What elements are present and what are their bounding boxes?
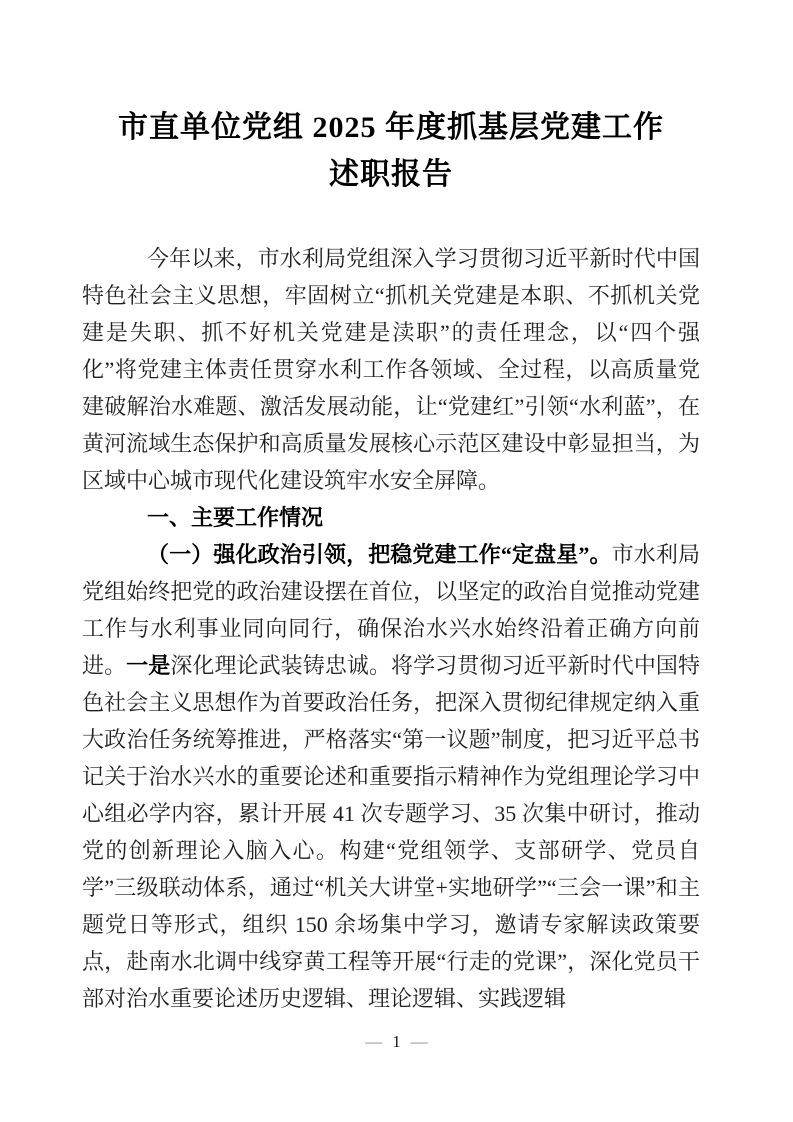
document-title bbox=[82, 104, 700, 198]
document-title-line2: 述职报告 bbox=[329, 158, 453, 191]
page-footer bbox=[0, 1030, 793, 1054]
page-number-dash-right: — bbox=[410, 1032, 428, 1051]
section1-item1-marker: 一是 bbox=[126, 653, 171, 678]
page-number-dash-left: — bbox=[365, 1032, 383, 1051]
section1-item1-lead: （一）强化政治引领，把稳党建工作“定盘星”。 bbox=[147, 542, 612, 567]
section1-item1-paragraph bbox=[82, 536, 700, 1017]
section1-item1-body1: 市水利局党组始终把党的政治建设摆在首位，以坚定的政治自觉推动党建工作与水利事业同向同行，确保治水兴水始终沿着正确方向前进。 bbox=[82, 542, 700, 678]
intro-paragraph-text: 今年以来，市水利局党组深入学习贯彻习近平新时代中国特色社会主义思想，牢固树立“抓机关党建是本职、不抓机关党建是失职、抓不好机关党建是渎职”的责任理念，以“四个强化”将党建主体责任贯穿水利工作各领域、全过程，以高质量党建破解治水难题、激活发展动能，让“党建红”引领“水利蓝”，在黄河流域生态保护和高质量发展核心示范区建设中彰显担当，为区域中心城市现代化建设筑牢水安全屏障。 bbox=[82, 246, 700, 493]
document-content bbox=[82, 104, 700, 1017]
page-number: 1 bbox=[392, 1032, 401, 1051]
intro-paragraph bbox=[82, 240, 700, 499]
section1-item1-body2: 深化理论武装铸忠诚。将学习贯彻习近平新时代中国特色社会主义思想作为首要政治任务，把深入贯彻纪律规定纳入重大政治任务统筹推进，严格落实“第一议题”制度，把习近平总书记关于治水兴水的重要论述和重要指示精神作为党组理论学习中心组必学内容，累计开展 41 次专题学习、35 次集中研讨，推动党的创新理论入脑入心。构建“党组领学、支部研学、党员自学”三级联动体系，通过“机关大讲堂+实地研学”“三会一课”和主题党日等形式，组织 150 余场集中学习，邀请专家解读政策要点，赴南水北调中线穿黄工程等开展“行走的党课”，深化党员干部对治水重要论述历史逻辑、理论逻辑、实践逻辑 bbox=[82, 653, 700, 1011]
document-title-line1: 市直单位党组 2025 年度抓基层党建工作 bbox=[118, 111, 664, 144]
section1-heading: 一、主要工作情况 bbox=[147, 505, 324, 530]
